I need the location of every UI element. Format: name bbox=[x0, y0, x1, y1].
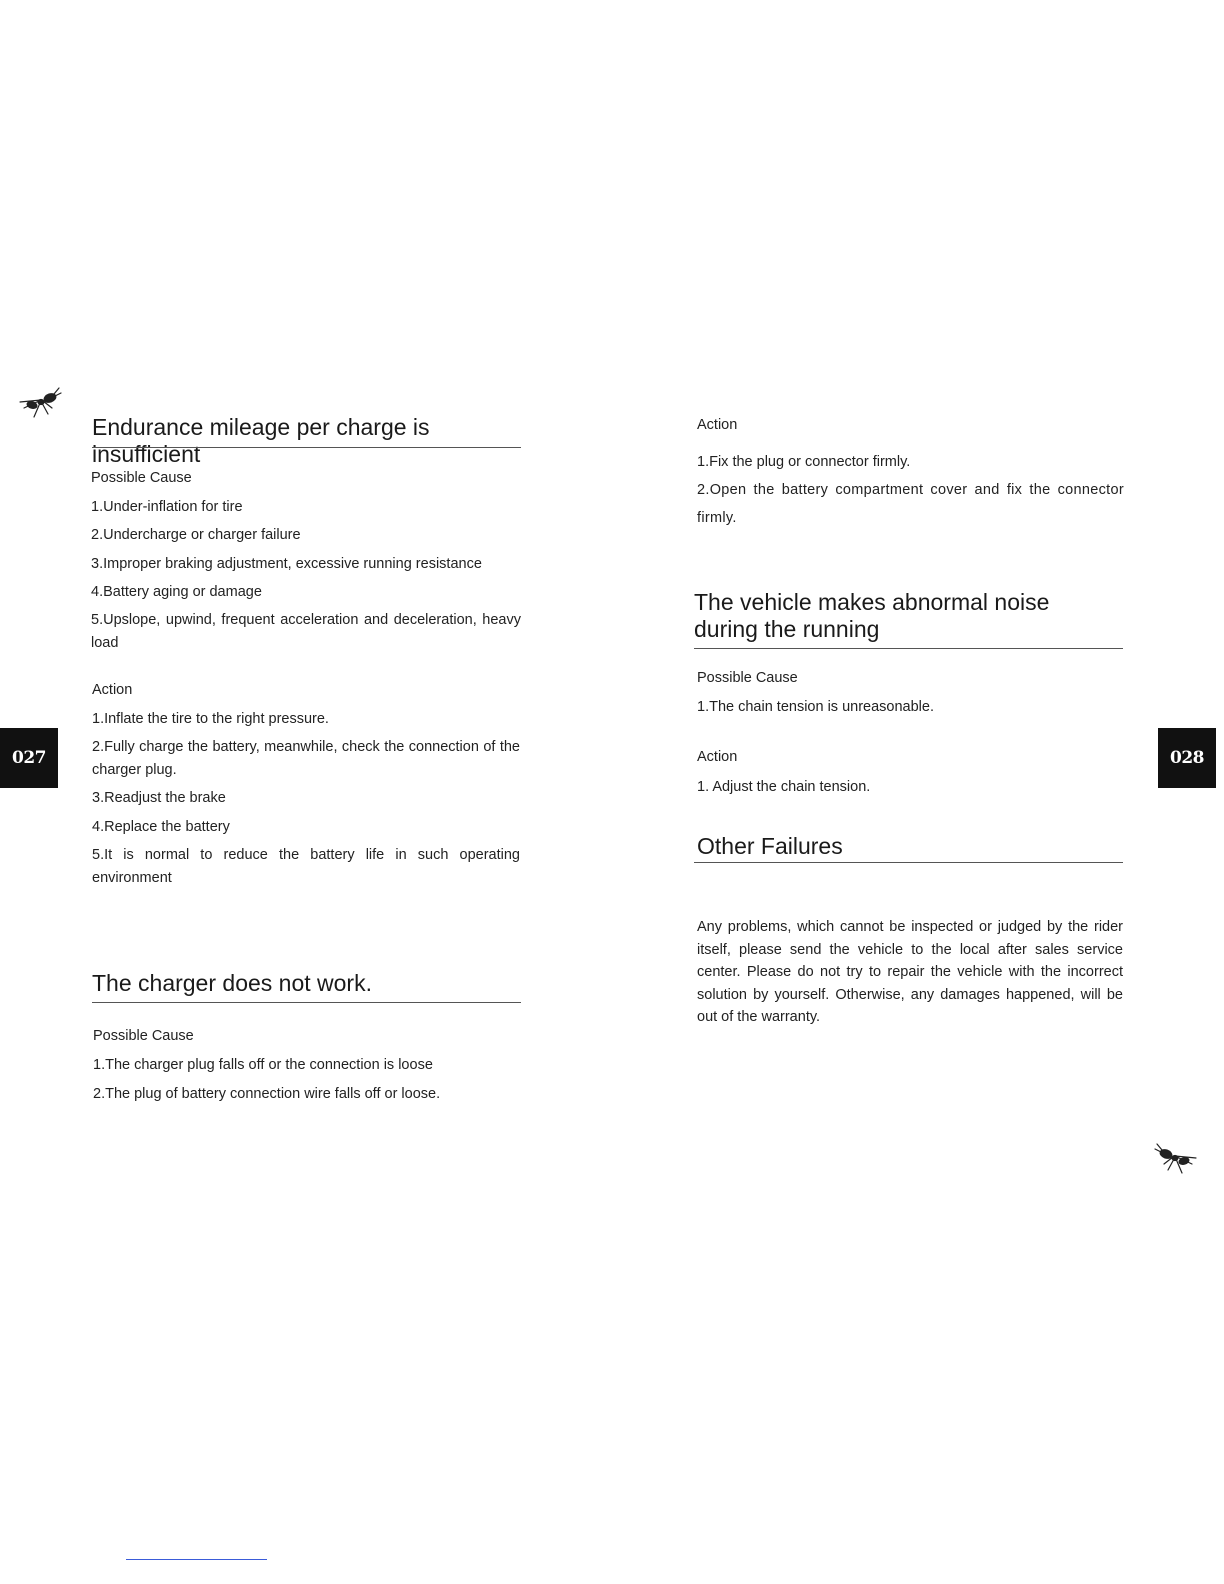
page-number-right: 028 bbox=[1158, 728, 1216, 788]
cause-item: 1.The charger plug falls off or the connection is loose bbox=[93, 1057, 433, 1073]
title-rule bbox=[92, 447, 521, 448]
possible-cause-label: Possible Cause bbox=[93, 1028, 194, 1044]
title-rule bbox=[92, 1002, 521, 1003]
cause-item: 2.Undercharge or charger failure bbox=[91, 527, 301, 543]
action-label: Action bbox=[697, 749, 738, 765]
possible-cause-label: Possible Cause bbox=[91, 470, 192, 486]
action-item: 3.Readjust the brake bbox=[92, 790, 226, 806]
cause-item: 4.Battery aging or damage bbox=[91, 584, 262, 600]
other-failures-body: Any problems, which cannot be inspected or judged by the rider itself, please send the vehicle to the local after sales service center. Please do not try to repair the vehicle with the incorrect solution by yourself. Otherwise, any damages happened, will be out of the warranty. bbox=[697, 919, 1123, 1025]
action-item: 1. Adjust the chain tension. bbox=[697, 779, 871, 795]
action-label: Action bbox=[92, 682, 133, 698]
page-number-left: 027 bbox=[0, 728, 58, 788]
possible-cause-label: Possible Cause bbox=[697, 670, 798, 686]
cause-item: 1.Under-inflation for tire bbox=[91, 499, 243, 515]
action-item: 2.Open the battery compartment cover and fix the connector firmly. bbox=[697, 482, 1124, 526]
action-item: 2.Fully charge the battery, meanwhile, check the connection of the charger plug. bbox=[92, 739, 520, 778]
title-rule bbox=[694, 648, 1123, 649]
title-rule bbox=[694, 862, 1123, 863]
action-item: 4.Replace the battery bbox=[92, 819, 230, 835]
section-title-endurance: Endurance mileage per charge is insufficient bbox=[92, 414, 430, 467]
action-item: 5.It is normal to reduce the battery life in such operating environment bbox=[92, 847, 520, 886]
cause-item: 1.The chain tension is unreasonable. bbox=[697, 699, 934, 715]
section-title-charger: The charger does not work. bbox=[92, 970, 372, 996]
cause-item: 5.Upslope, upwind, frequent acceleration and deceleration, heavy load bbox=[91, 612, 521, 651]
action-label: Action bbox=[697, 417, 738, 433]
ant-icon bbox=[1154, 1142, 1198, 1176]
section-title-other-failures: Other Failures bbox=[697, 833, 843, 859]
footer-line bbox=[126, 1559, 267, 1560]
cause-item: 2.The plug of battery connection wire falls off or loose. bbox=[93, 1086, 441, 1102]
cause-item: 3.Improper braking adjustment, excessive running resistance bbox=[91, 556, 482, 572]
section-title-noise-line2: during the running bbox=[694, 616, 880, 642]
section-title-noise-line1: The vehicle makes abnormal noise bbox=[694, 589, 1050, 615]
action-item: 1.Fix the plug or connector firmly. bbox=[697, 454, 911, 470]
action-item: 1.Inflate the tire to the right pressure. bbox=[92, 711, 329, 727]
ant-icon bbox=[18, 386, 62, 420]
